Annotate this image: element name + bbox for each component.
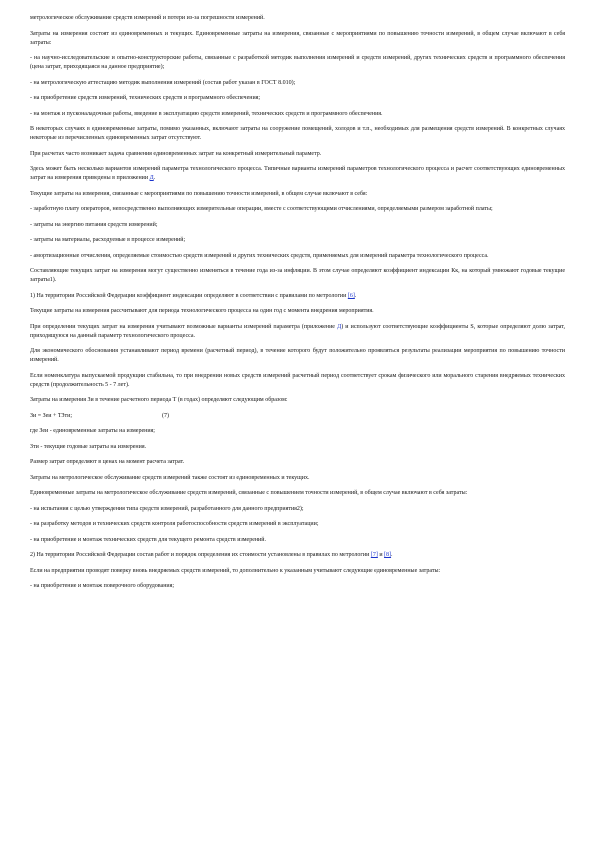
paragraph-text: ) и используют соответствующие коэффициенты S, которые определяют долю затрат, приходящуюся на данный параметр технологического процесса. — [30, 323, 565, 339]
footnote-tail: . — [391, 552, 393, 558]
list-item: - амортизационные отчисления, определяемые стоимостью средств измерений и других технических средств, применяемых для измерений параметра технологического процесса. — [30, 252, 489, 259]
footnote-text: 2) На территории Российской Федерации состав работ и порядок определения их стоимости установлены в правилах по метрологии — [30, 552, 371, 558]
list-item: - на метрологическую аттестацию методик выполнения измерений (состав работ указан в ГОСТ 8.010); — [30, 79, 296, 86]
paragraph: Единовременные затраты на метрологическое обслуживание средств измерений, связанные с повышением точности измерений, в общем случае включают в себя затраты: — [30, 490, 468, 496]
appendix-d-link[interactable]: Д — [149, 175, 154, 181]
paragraph: Если номенклатура выпускаемой продукции стабильна, то при внедрении новых средств измерений расчетный период соответствует срокам физического или морального старения внедряемых технических средств (продолжительность 5 - 7 лет). — [30, 372, 565, 388]
paragraph-tail: . — [153, 175, 156, 181]
footnote-mid: и — [377, 552, 385, 558]
paragraph: Текущие затраты на измерения, связанные с мероприятиями по повышению точности измерений, в общем случае включают в себя: — [30, 190, 368, 197]
paragraph: В некоторых случаях в единовременные затраты, помимо указанных, включают затраты на сооружение помещений, холодов и т.п., необходимых для размещения средств измерений. В конкретных случаях некоторые из перечисленных единовременных затрат отсутствуют. — [30, 126, 565, 141]
paragraph: Для экономического обоснования устанавливают период времени (расчетный период), в течение которого будут положительно проявляться результаты реализации мероприятия по повышению точности измерений. — [30, 348, 565, 363]
list-item: - на научно-исследовательские и опытно-конструкторские работы, связанные с разработкой методик выполнения измерений и средств измерений, других технических средств и программного обеспечения (цена затрат, приходящаяся на данное предприятие); — [30, 55, 565, 70]
reference-8-link[interactable]: [8] — [384, 552, 392, 558]
paragraph: Зти - текущие годовые затраты на измерения. — [30, 443, 147, 450]
paragraph: где Зеи - единовременные затраты на измерения; — [30, 428, 155, 434]
appendix-d-link[interactable]: Д — [337, 323, 342, 330]
paragraph: Затраты на метрологическое обслуживание средств измерений также состоят из единовременных и текущих. — [30, 474, 310, 481]
formula-7 — [30, 412, 565, 421]
paragraph: Затраты на измерения Зи в течение расчетного периода Т (в годах) определяют следующим образом: — [30, 397, 288, 403]
formula-expression: Зи = Зеи + ТЗти; — [30, 412, 73, 419]
list-item: - затраты на энергию питания средств измерений; — [30, 221, 158, 228]
document-body — [30, 14, 565, 598]
formula-number: (7) — [162, 412, 170, 419]
list-item: - затраты на материалы, расходуемые в процессе измерений; — [30, 237, 186, 243]
list-item: - на испытания с целью утверждения типа средств измерений, разработанного для данного предприятия2); — [30, 505, 304, 512]
list-item: - на монтаж и пусконаладочные работы, введение в эксплуатацию средств измерений, технических средств и программного обеспечения. — [30, 110, 383, 117]
footnote-2 — [30, 551, 565, 560]
paragraph-text: При определении текущих затрат на измерения учитывают возможные варианты измерений параметра (приложение — [30, 323, 338, 330]
reference-6-link[interactable]: [6] — [347, 292, 355, 299]
list-item: - заработную плату операторов, непосредственно выполняющих измерительные операции, вместе с соответствующими отчислениями, определяемыми размером заработной платы; — [30, 206, 493, 212]
list-item: - на приобретение и монтаж технических средств для текущего ремонта средств измерений. — [30, 536, 266, 543]
paragraph: метрологическое обслуживание средств измерений и потери из-за погрешности измерений. — [30, 15, 265, 21]
paragraph-current-costs — [30, 323, 565, 341]
reference-7-link[interactable]: [7] — [370, 552, 378, 558]
paragraph: При расчетах часто возникает задача сравнения единовременных затрат на конкретный измерительный параметр. — [30, 150, 322, 157]
footnote-text: 1) На территории Российской Федерации коэффициент индексации определяют в соответствии с правилами по метрологии — [30, 292, 348, 299]
paragraph: Размер затрат определяют в ценах на момент расчета затрат. — [30, 459, 185, 465]
paragraph: Если на предприятии проводят поверку вновь внедряемых средств измерений, то дополнительно к указанным учитывают следующие единовременные затраты: — [30, 567, 441, 574]
footnote-1 — [30, 292, 565, 301]
list-item: - на разработку методов и технических средств контроля работоспособности средств измерений в эксплуатации; — [30, 521, 319, 527]
paragraph: Составляющие текущих затрат на измерения могут существенно изменяться в течение года из-за инфляции. В этом случае определяют коэффициент индексации Кк, на который умножают годовые текущие затраты1). — [30, 268, 565, 283]
footnote-tail: . — [354, 292, 357, 299]
paragraph-text: Здесь может быть несколько вариантов измерений параметра технологического процесса. Типичные варианты измерений параметров технологического процесса и расчет соответствующих единовременных затрат на измерения приведены в приложении — [30, 166, 565, 181]
paragraph: Затраты на измерения состоят из единовременных и текущих. Единовременные затраты на измерения, связанные с мероприятиями по повышению точности измерений, в общем случае включают в себя затраты: — [30, 30, 565, 46]
paragraph: Текущие затраты на измерения рассчитывают для периода технологического процесса на один год с момента внедрения мероприятия. — [30, 308, 374, 314]
list-item: - на приобретение и монтаж поверочного оборудования; — [30, 583, 175, 589]
list-item: - на приобретение средств измерений, технических средств и программного обеспечения; — [30, 95, 261, 101]
paragraph-variants — [30, 165, 565, 183]
